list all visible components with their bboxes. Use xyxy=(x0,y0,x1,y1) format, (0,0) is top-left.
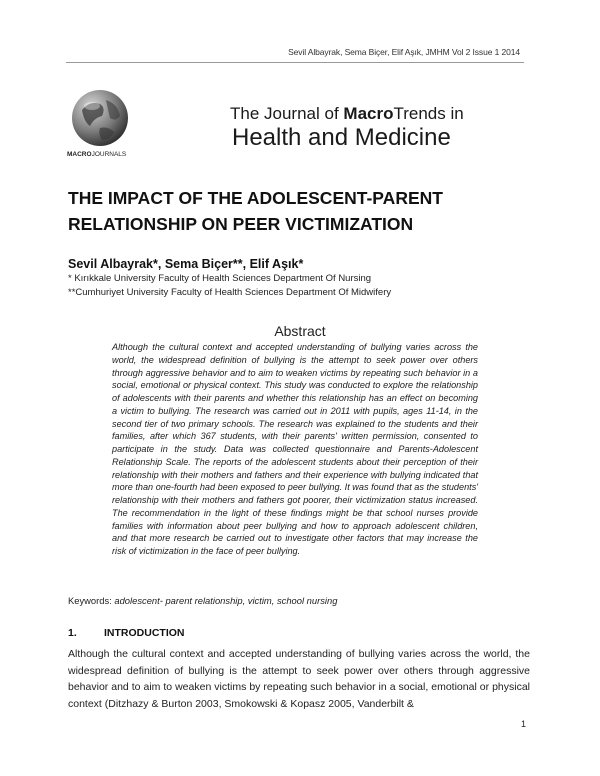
keywords xyxy=(68,595,337,606)
logo-label-bold: MACRO xyxy=(67,151,92,158)
logo-label-rest: JOURNALS xyxy=(91,151,127,158)
running-head: Sevil Albayrak, Sema Biçer, Elif Aşık, JMHM Vol 2 Issue 1 2014 xyxy=(288,47,520,57)
affiliation-1: * Kırıkkale University Faculty of Health Sciences Department Of Nursing xyxy=(68,273,372,284)
journal-brand-rest: Trends in xyxy=(393,104,464,123)
abstract-body: Although the cultural context and accepted understanding of bullying varies across the world, the widespread definition of bullying is the attempt to seek power over others through aggressive behavior and to aim to weaken victims by repeating such behavior in a social, emotional or physical context. This study was conducted to explore the relationship of adolescents with their parents and whether this relationship has an effect on becoming a victim to bullying. The research was carried out in 2011 with pupils, ages 11-14, in the second tier of two primary schools. The research was explained to the students and their families, after which 367 students, with their parents' written permission, consented to participate in the study. Data was collected questionnaire and Parents-Adolescent Relationship Scale. The reports of the adolescent students about their perception of their relationship with their mothers and fathers and their experience with bullying indicated that more than one-fourth had been exposed to peer bullying. It was found that as the students' relationship with their mothers and fathers got poorer, their victimization status increased. The recommendation in the light of these findings might be that school nurses provide families with information about peer bullying and how to approach adolescent children, and that more research be carried out to investigate other factors that may increase the risk of victimization in the face of peer bullying. xyxy=(112,342,478,556)
logo-label xyxy=(67,151,126,158)
journal-brand-bold: Macro xyxy=(343,104,394,123)
section-heading xyxy=(68,627,185,639)
authors: Sevil Albayrak*, Sema Biçer**, Elif Aşık* xyxy=(68,257,304,271)
page-number: 1 xyxy=(521,719,527,729)
paper-title: THE IMPACT OF THE ADOLESCENT-PARENT RELATIONSHIP ON PEER VICTIMIZATION xyxy=(68,188,443,234)
affiliation-2: **Cumhuriyet University Faculty of Health Sciences Department Of Midwifery xyxy=(68,287,392,298)
introduction-body: Although the cultural context and accepted understanding of bullying varies across the world, the widespread definition of bullying is the attempt to seek power over others through aggressive behavior and to aim to weaken victims by repeating such behavior in a social, emotional or physical context (Ditzhazy & Burton 2003, Smokowski & Kopasz 2005, Vanderbilt & xyxy=(68,648,530,710)
header-rule xyxy=(66,62,524,63)
globe-logo-icon xyxy=(70,88,130,148)
keywords-terms: adolescent- parent relationship, victim, school nursing xyxy=(114,595,338,606)
section-title: INTRODUCTION xyxy=(104,627,185,639)
keywords-label: Keywords: xyxy=(68,595,115,606)
abstract-heading: Abstract xyxy=(274,323,326,339)
journal-subtitle: Health and Medicine xyxy=(232,124,451,151)
section-number: 1. xyxy=(68,627,77,639)
journal-prefix: The Journal of xyxy=(230,104,344,123)
journal-title-line xyxy=(230,104,464,124)
